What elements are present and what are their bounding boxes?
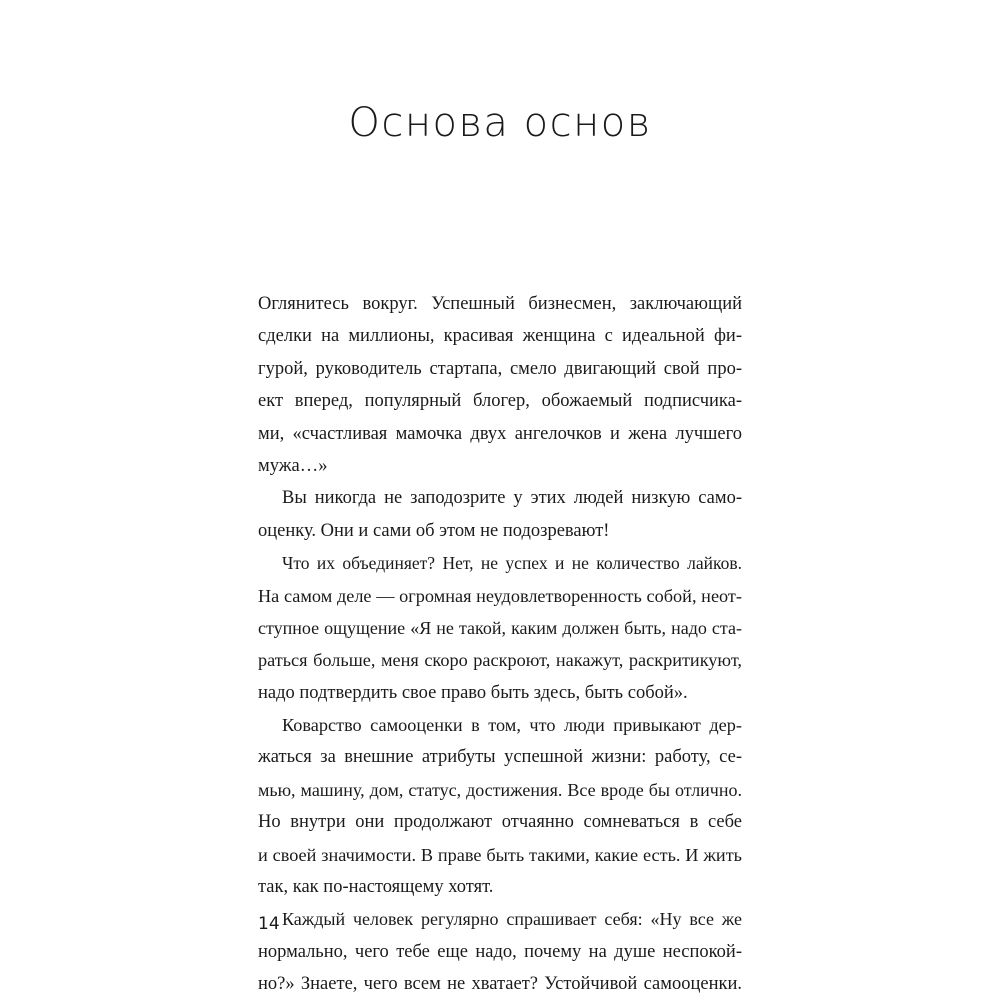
text-line: надо подтвердить свое право быть здесь, быть собой». bbox=[258, 682, 688, 703]
text-line: оценку. Они и сами об этом не подозревают! bbox=[258, 520, 610, 541]
body-text bbox=[258, 288, 742, 1001]
text-line: Каждый человек регулярно спрашивает себя: «Ну все же bbox=[282, 909, 742, 930]
text-line: так, как по-настоящему хотят. bbox=[258, 877, 494, 898]
text-line: и своей значимости. В праве быть такими, какие есть. И жить bbox=[258, 844, 742, 865]
text-line: Вы никогда не заподозрите у этих людей низкую само- bbox=[282, 488, 742, 509]
text-line: ступное ощущение «Я не такой, каким должен быть, надо ста- bbox=[258, 617, 742, 638]
text-line: Коварство самооценки в том, что люди привыкают дер- bbox=[282, 715, 742, 736]
text-line: раться больше, меня скоро раскроют, накажут, раскритикуют, bbox=[258, 650, 742, 671]
text-line: На самом деле — огромная неудовлетворенность собой, неот- bbox=[258, 585, 742, 606]
text-line: ект вперед, популярный блогер, обожаемый подписчика- bbox=[258, 391, 742, 412]
text-line: мью, машину, дом, статус, достижения. Все вроде бы отлично. bbox=[258, 779, 742, 800]
text-line: жаться за внешние атрибуты успешной жизни: работу, се- bbox=[258, 747, 742, 768]
text-line: Но внутри они продолжают отчаянно сомневаться в себе bbox=[258, 812, 742, 833]
text-line: но?» Знаете, чего всем не хватает? Устойчивой самооценки. bbox=[258, 974, 742, 995]
text-line: мужа…» bbox=[258, 455, 328, 476]
text-line: гурой, руководитель стартапа, смело двигающий свой про- bbox=[258, 358, 742, 379]
text-line: Что их объединяет? Нет, не успех и не количество лайков. bbox=[282, 553, 742, 574]
text-line: ми, «счастливая мамочка двух ангелочков и жена лучшего bbox=[258, 423, 742, 444]
text-line: Оглянитесь вокруг. Успешный бизнесмен, заключающий bbox=[258, 294, 742, 314]
text-line: сделки на миллионы, красивая женщина с идеальной фи- bbox=[258, 326, 742, 347]
text-line: нормально, чего тебе еще надо, почему на душе неспокой- bbox=[258, 941, 742, 962]
page-number: 14 bbox=[258, 914, 280, 934]
chapter-title: Основа основ bbox=[348, 100, 652, 146]
